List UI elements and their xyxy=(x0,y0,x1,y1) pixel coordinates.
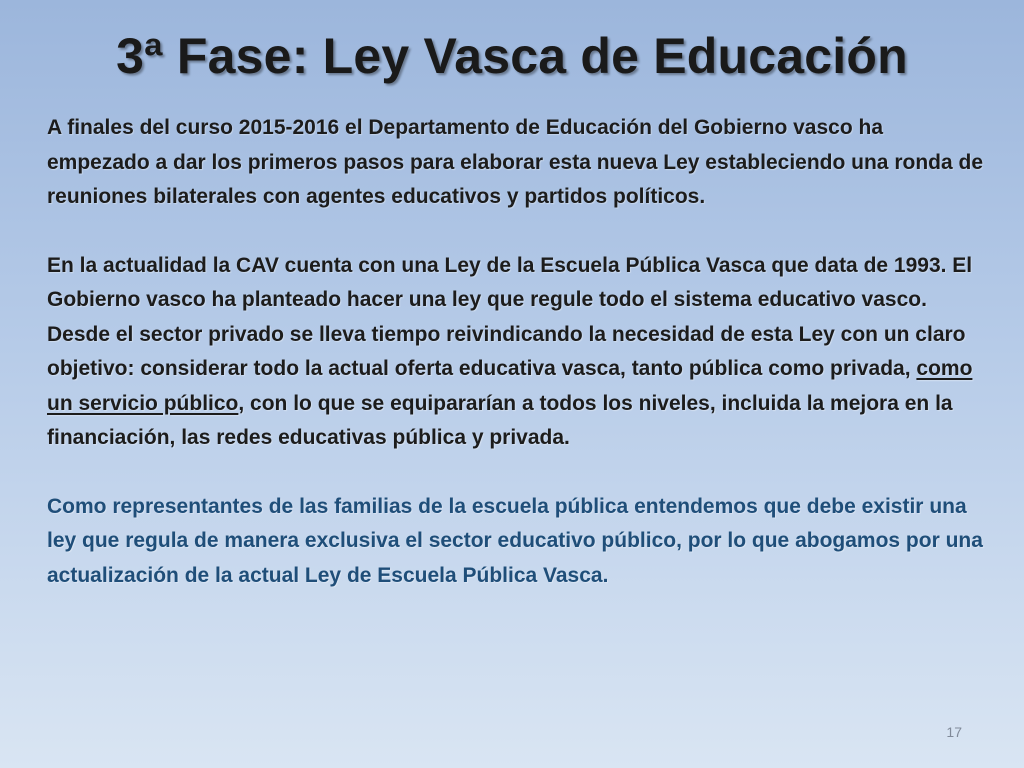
paragraph-2-text-end: , con lo que se equipararían a todos los niveles, incluida la mejora en la financiación, las redes educativas pública y privada. xyxy=(47,391,953,449)
paragraph-2 xyxy=(47,249,987,456)
slide-title: 3ª Fase: Ley Vasca de Educación xyxy=(116,28,908,84)
paragraph-2-text-start: En la actualidad la CAV cuenta con una Ley de la Escuela Pública Vasca que data de 1993. El Gobierno vasco ha planteado hacer una ley que regule todo el sistema educativo vasco. Desde el sector privado se lleva tiempo reivindicando la necesidad de esta Ley con un claro objetivo: considerar todo la actual oferta educativa vasca, tanto pública como privada, xyxy=(47,253,973,380)
underlined-phrase: como un servicio público xyxy=(47,357,973,415)
paragraph-1: A finales del curso 2015-2016 el Departamento de Educación del Gobierno vasco ha empezado a dar los primeros pasos para elaborar esta nueva Ley estableciendo una ronda de reuniones bilaterales con agentes educativos y partidos políticos. xyxy=(47,116,983,208)
page-number: 17 xyxy=(946,724,962,740)
paragraph-3: Como representantes de las familias de la escuela pública entendemos que debe existir una ley que regula de manera exclusiva el sector educativo público, por lo que abogamos por una actualización de la actual Ley de Escuela Pública Vasca. xyxy=(47,494,983,587)
slide-body xyxy=(47,111,987,593)
